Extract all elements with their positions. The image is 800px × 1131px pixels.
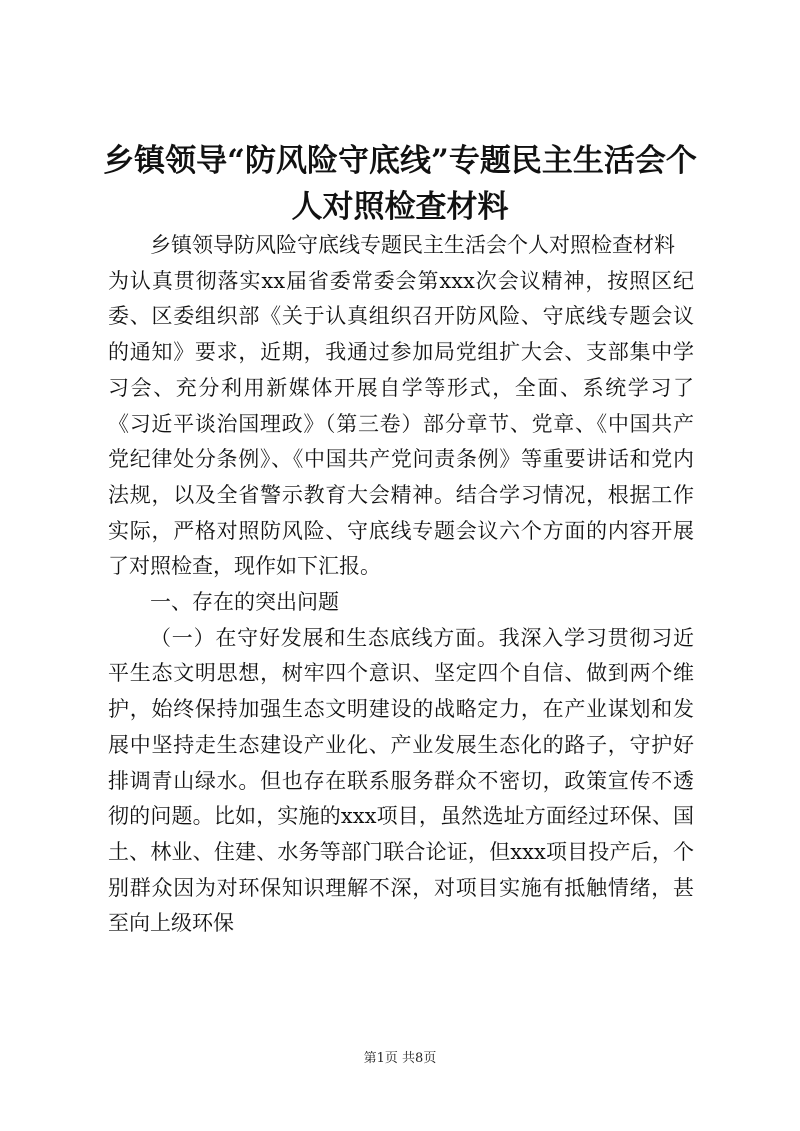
page-number-footer: 第1页 共8页 bbox=[363, 1051, 437, 1066]
paragraph-subtitle: 乡镇领导防风险守底线专题民主生活会个人对照检查材料 bbox=[150, 233, 675, 257]
paragraph-section-1: （一）在守好发展和生态底线方面。我深入学习贯彻习近平生态文明思想，树牢四个意识、坚定四个自信、做到两个维护，始终保持加强生态文明建设的战略定力，在产业谋划和发展中坚持走生态建设产业化、产业发展生态化的路子，守护好排调青山绿水。但也存在联系服务群众不密切，政策宣传不透彻的问题。比如，实施的xxx项目，虽然选址方面经过环保、国土、林业、住建、水务等部门联合论证，但xxx项目投产后，个别群众因为对环保知识理解不深，对项目实施有抵触情绪，甚至向上级环保 bbox=[108, 625, 694, 936]
document-body bbox=[108, 228, 694, 942]
section-heading: 一、存在的突出问题 bbox=[150, 590, 339, 615]
document-title: 乡镇领导“防风险守底线”专题民主生活会个人对照检查材料 bbox=[103, 143, 697, 225]
paragraph-intro: 为认真贯彻落实xx届省委常委会第xxx次会议精神，按照区纪委、区委组织部《关于认真组织召开防风险、守底线专题会议的通知》要求，近期，我通过参加局党组扩大会、支部集中学习会、充分利用新媒体开展自学等形式，全面、系统学习了《习近平谈治国理政》（第三卷）部分章节、党章、《中国共产党纪律处分条例》、《中国共产党问责条例》等重要讲话和党内法规，以及全省警示教育大会精神。结合学习情况，根据工作实际，严格对照防风险、守底线专题会议六个方面的内容开展了对照检查，现作如下汇报。 bbox=[108, 268, 694, 579]
